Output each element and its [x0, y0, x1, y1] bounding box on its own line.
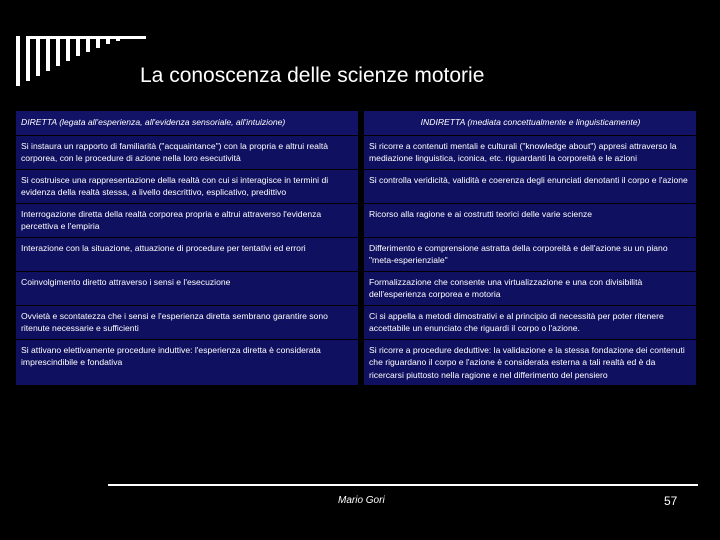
- indirect-cell: Si ricorre a contenuti mentali e culturali ("knowledge about") appresi attraverso la mediazione linguistica, iconica, etc. riguardanti la corporeità e le azioni: [361, 135, 696, 169]
- direct-cell: Si attivano elettivamente procedure induttive: l'esperienza diretta è considerata imprescindibile e fondativa: [16, 339, 361, 386]
- decorative-bar: [66, 36, 70, 61]
- decorative-bar: [36, 36, 40, 76]
- direct-cell: Ovvietà e scontatezza che i sensi e l'esperienza diretta sembrano garantire sono ritenute necessarie e sufficienti: [16, 305, 361, 339]
- decorative-bars: [16, 36, 146, 86]
- decorative-bar: [26, 36, 30, 81]
- indirect-cell: Formalizzazione che consente una virtualizzazione e una con divisibilità dell'esperienza corporea e motoria: [361, 271, 696, 305]
- header-indirect: INDIRETTA (mediata concettualmente e linguisticamente): [361, 111, 696, 136]
- table-row: [16, 271, 696, 305]
- indirect-cell: Si ricorre a procedure deduttive: la validazione e la stessa fondazione dei contenuti che riguardano il corpo e l'azione è considerata esterna a tali realtà ed è da ricercarsi piuttosto nella ragione e nel differimento del pensiero: [361, 339, 696, 386]
- table-row: [16, 339, 696, 386]
- direct-cell: Interrogazione diretta della realtà corporea propria e altrui attraverso l'evidenza percettiva e l'empiria: [16, 203, 361, 237]
- knowledge-table: [16, 110, 696, 386]
- table-header-row: [16, 111, 696, 136]
- decorative-bar: [56, 36, 60, 66]
- decorative-bar: [116, 36, 120, 41]
- table-row: [16, 237, 696, 271]
- table-row: [16, 135, 696, 169]
- footer-divider: [108, 484, 698, 486]
- header-direct: DIRETTA (legata all'esperienza, all'evidenza sensoriale, all'intuizione): [16, 111, 361, 136]
- direct-cell: Si instaura un rapporto di familiarità ("acquaintance") con la propria e altrui realtà corporea, con le procedure di azione nella loro esecutività: [16, 135, 361, 169]
- decorative-bar: [46, 36, 50, 71]
- decorative-bar: [86, 36, 90, 52]
- direct-cell: Si costruisce una rappresentazione della realtà con cui si interagisce in termini di evidenza della realtà stessa, a livello descrittivo, esplicativo, predittivo: [16, 169, 361, 203]
- direct-cell: Interazione con la situazione, attuazione di procedure per tentativi ed errori: [16, 237, 361, 271]
- decorative-bar: [96, 36, 100, 48]
- direct-cell: Coinvolgimento diretto attraverso i sensi e l'esecuzione: [16, 271, 361, 305]
- table-row: [16, 305, 696, 339]
- decorative-bar: [106, 36, 110, 44]
- indirect-cell: Ricorso alla ragione e ai costrutti teorici delle varie scienze: [361, 203, 696, 237]
- decorative-bar: [76, 36, 80, 56]
- table-row: [16, 203, 696, 237]
- decorative-bar: [16, 36, 20, 86]
- author-name: Mario Gori: [338, 495, 385, 506]
- indirect-cell: Si controlla veridicità, validità e coerenza degli enunciati denotanti il corpo e l'azione: [361, 169, 696, 203]
- page-number: 57: [664, 494, 678, 508]
- indirect-cell: Differimento e comprensione astratta della corporeità e dell'azione su un piano "meta-esperienziale": [361, 237, 696, 271]
- table-row: [16, 169, 696, 203]
- slide-title: La conoscenza delle scienze motorie: [140, 64, 485, 87]
- indirect-cell: Ci si appella a metodi dimostrativi e al principio di necessità per poter ritenere accettabile un enunciato che riguardi il corpo o l'azione.: [361, 305, 696, 339]
